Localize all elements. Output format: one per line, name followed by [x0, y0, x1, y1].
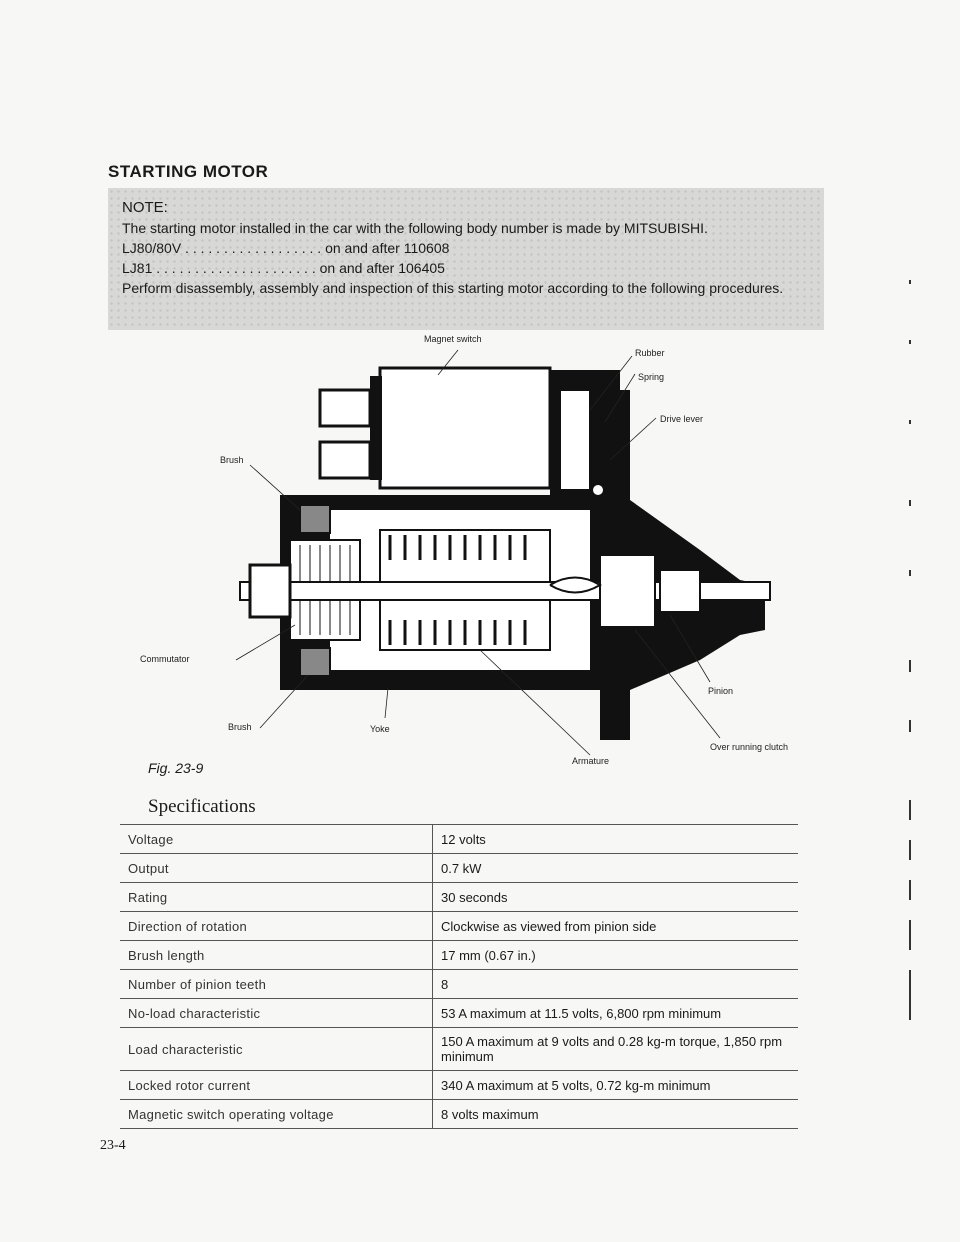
label-rubber: Rubber [635, 348, 665, 358]
spec-value: 8 volts maximum [433, 1100, 799, 1129]
table-row [120, 825, 798, 854]
brush-top [300, 505, 330, 533]
label-yoke: Yoke [370, 724, 390, 734]
table-row [120, 1028, 798, 1071]
label-magnet-switch: Magnet switch [424, 334, 482, 344]
spec-label: Locked rotor current [120, 1071, 433, 1100]
spec-value: 12 volts [433, 825, 799, 854]
figure-caption: Fig. 23-9 [148, 760, 204, 776]
table-row [120, 970, 798, 999]
table-row [120, 883, 798, 912]
brush-bottom [300, 648, 330, 676]
page-number: 23-4 [100, 1138, 126, 1153]
page-title: STARTING MOTOR [108, 162, 269, 181]
spec-label: Load characteristic [120, 1028, 433, 1071]
note-model-line [122, 258, 810, 278]
label-over-running-clutch: Over running clutch [710, 742, 789, 752]
spec-value: 53 A maximum at 11.5 volts, 6,800 rpm minimum [433, 999, 799, 1028]
table-row [120, 854, 798, 883]
table-row [120, 999, 798, 1028]
spec-label: Number of pinion teeth [120, 970, 433, 999]
label-drive-lever: Drive lever [660, 414, 704, 424]
note-box [108, 188, 824, 330]
label-brush-bottom: Brush [228, 722, 252, 732]
spec-label: Rating [120, 883, 433, 912]
note-intro: The starting motor installed in the car with the following body number is made by MITSUBISHI. [122, 220, 708, 236]
table-row [120, 1071, 798, 1100]
note-model: LJ80/80V [122, 240, 182, 256]
note-label: NOTE: [122, 199, 168, 216]
label-pinion: Pinion [708, 686, 734, 696]
table-row [120, 1100, 798, 1129]
table-row [120, 941, 798, 970]
magnet-switch-body [380, 368, 550, 488]
specifications-heading: Specifications [148, 796, 256, 817]
lever-pivot [592, 484, 604, 496]
starter-cutaway-figure [140, 330, 820, 766]
note-model-line [122, 238, 810, 258]
note-instruction: Perform disassembly, assembly and inspection of this starting motor according to the following procedures. [122, 280, 784, 296]
spec-label: Magnetic switch operating voltage [120, 1100, 433, 1129]
starter-motor-diagram [140, 330, 820, 766]
over-running-clutch-shape [600, 555, 655, 627]
spec-label: Direction of rotation [120, 912, 433, 941]
spec-label: Brush length [120, 941, 433, 970]
specifications-table [120, 824, 798, 1129]
spec-value: 17 mm (0.67 in.) [433, 941, 799, 970]
binding-margin-marks [900, 280, 920, 1040]
spec-value: Clockwise as viewed from pinion side [433, 912, 799, 941]
note-leader: . . . . . . . . . . . . . . . . . . . . . [152, 260, 320, 276]
switch-spring-area [560, 390, 590, 490]
table-row [120, 912, 798, 941]
note-range: on and after 106405 [319, 260, 445, 276]
spec-label: No-load characteristic [120, 999, 433, 1028]
label-brush-top: Brush [220, 455, 244, 465]
note-range: on and after 110608 [325, 240, 450, 256]
terminal-upper [320, 390, 370, 426]
magnet-switch-cap [370, 376, 382, 480]
pinion-shape [660, 570, 700, 612]
label-armature: Armature [572, 756, 610, 766]
spec-label: Output [120, 854, 433, 883]
note-model: LJ81 [122, 260, 153, 276]
note-leader: . . . . . . . . . . . . . . . . . . [181, 240, 326, 256]
spec-value: 8 [433, 970, 799, 999]
spec-label: Voltage [120, 825, 433, 854]
terminal-lower [320, 442, 370, 478]
label-spring: Spring [638, 372, 665, 382]
rear-bearing-cap [250, 565, 290, 617]
spec-value: 150 A maximum at 9 volts and 0.28 kg-m torque, 1,850 rpm minimum [433, 1028, 799, 1071]
spec-value: 340 A maximum at 5 volts, 0.72 kg-m minimum [433, 1071, 799, 1100]
spec-value: 0.7 kW [433, 854, 799, 883]
spec-value: 30 seconds [433, 883, 799, 912]
label-commutator: Commutator [140, 654, 190, 664]
